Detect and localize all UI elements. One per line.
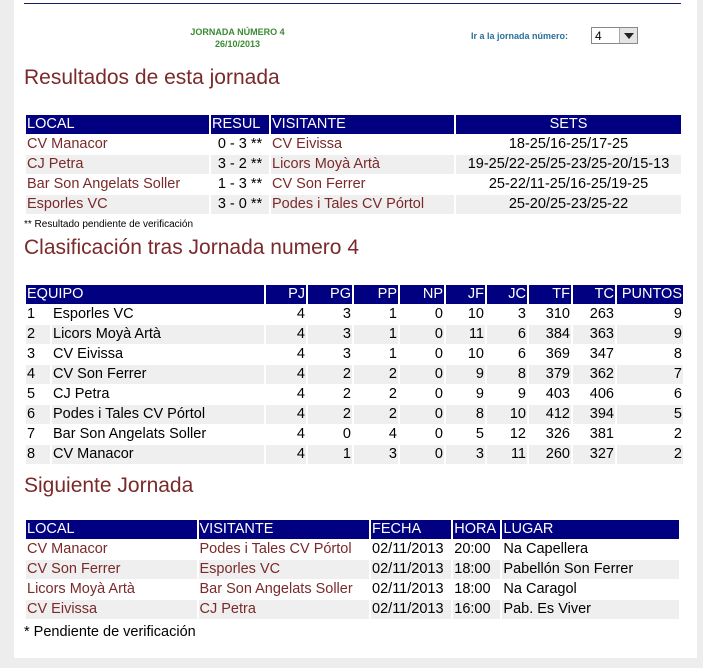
- standings-jc: 6: [487, 325, 527, 344]
- standings-pj: 4: [296, 386, 305, 402]
- standings-points: 2: [617, 445, 683, 464]
- results-visitor-team-link[interactable]: Podes i Tales CV Pórtol: [271, 195, 454, 214]
- results-score: 3 - 2 **: [211, 155, 269, 174]
- table-row: [26, 560, 679, 579]
- next-col-date: FECHA: [371, 520, 451, 539]
- standings-jc: 9: [517, 386, 526, 402]
- standings-pj: 4: [266, 445, 306, 464]
- standings-pp: 1: [388, 346, 397, 362]
- results-local-team-link[interactable]: CV Manacor: [27, 136, 108, 152]
- standings-pj: 4: [266, 325, 306, 344]
- results-score: 0 - 3 **: [217, 136, 263, 152]
- table-row: [26, 445, 683, 464]
- standings-jf: 11: [446, 325, 485, 344]
- standings-pg: 2: [308, 365, 352, 384]
- next-local-team-link[interactable]: CV Eivissa: [26, 600, 197, 619]
- standings-pg: 3: [308, 325, 352, 344]
- results-title: Resultados de esta jornada: [24, 66, 280, 89]
- standings-jf: 10: [467, 346, 484, 362]
- next-place: Na Capellera: [503, 541, 589, 557]
- standings-tf: 326: [545, 426, 570, 442]
- standings-tf: 412: [529, 405, 571, 424]
- standings-pp: 3: [354, 445, 398, 464]
- standings-team: Esporles VC: [53, 306, 134, 322]
- standings-jc: 11: [487, 445, 527, 464]
- standings-tc: 406: [589, 386, 614, 402]
- next-date: 02/11/2013: [371, 560, 451, 579]
- standings-team: Licors Moyà Artà: [52, 325, 264, 344]
- standings-pg: 0: [342, 426, 351, 442]
- standings-np: 0: [400, 365, 444, 384]
- standings-pp: 4: [388, 426, 397, 442]
- table-row: [26, 365, 683, 384]
- next-local-team-link[interactable]: CV Manacor: [27, 541, 108, 557]
- next-round-title: Siguiente Jornada: [24, 474, 194, 497]
- results-footnote: ** Resultado pendiente de verificación: [24, 219, 193, 230]
- next-col-visitor: VISITANTE: [199, 520, 370, 539]
- standings-col-team: EQUIPO: [26, 285, 264, 304]
- table-row: [26, 305, 683, 324]
- standings-pg: 3: [342, 346, 351, 362]
- standings-tc: 363: [573, 325, 615, 344]
- table-row: [26, 135, 681, 154]
- standings-points: 9: [617, 325, 683, 344]
- standings-pg: 2: [342, 386, 351, 402]
- standings-col-tc: TC: [573, 285, 615, 304]
- standings-tf: 379: [529, 365, 571, 384]
- results-sets: 18-25/16-25/17-25: [508, 136, 629, 152]
- goto-jornada-value: 4: [595, 29, 602, 43]
- standings-col-points: PUNTOS: [617, 285, 683, 304]
- next-footnote: * Pendiente de verificación: [24, 624, 196, 640]
- standings-tc: 347: [589, 346, 614, 362]
- chevron-down-icon[interactable]: [619, 28, 637, 43]
- table-row: [26, 195, 681, 214]
- table-row: [26, 325, 683, 344]
- results-col-visitor: VISITANTE: [271, 115, 454, 134]
- results-col-local: LOCAL: [26, 115, 209, 134]
- results-col-sets: SETS: [456, 115, 681, 134]
- standings-jc: 8: [487, 365, 527, 384]
- standings-tc: 394: [573, 405, 615, 424]
- next-place: Pabellón Son Ferrer: [502, 560, 679, 579]
- standings-pg: 1: [308, 445, 352, 464]
- standings-jc: 3: [517, 306, 526, 322]
- next-visitor-team-link[interactable]: Esporles VC: [199, 560, 370, 579]
- results-header-row: [26, 115, 681, 134]
- results-table: [24, 114, 683, 215]
- table-row: [26, 405, 683, 424]
- standings-tc: 381: [589, 426, 614, 442]
- standings-points: 8: [673, 346, 682, 362]
- standings-points: 5: [617, 405, 683, 424]
- standings-jc: 6: [517, 346, 526, 362]
- standings-title: Clasificación tras Jornada numero 4: [24, 236, 359, 259]
- standings-team: CV Son Ferrer: [52, 365, 264, 384]
- standings-np: 0: [400, 325, 444, 344]
- standings-points: 2: [673, 426, 682, 442]
- standings-np: 0: [434, 306, 443, 322]
- results-local-team-link[interactable]: CJ Petra: [26, 155, 209, 174]
- standings-team: CV Eivissa: [53, 346, 124, 362]
- standings-col-tf: TF: [529, 285, 571, 304]
- standings-pj: 4: [266, 405, 306, 424]
- standings-col-pp: PP: [354, 285, 398, 304]
- results-col-result: RESUL: [211, 115, 269, 134]
- standings-team: Bar Son Angelats Soller: [53, 426, 207, 442]
- results-sets: 25-20/25-23/25-22: [456, 195, 681, 214]
- goto-jornada-label: Ir a la jornada número:: [471, 31, 569, 41]
- standings-jc: 10: [487, 405, 527, 424]
- standings-np: 0: [400, 445, 444, 464]
- standings-col-jf: JF: [446, 285, 485, 304]
- standings-np: 0: [400, 405, 444, 424]
- standings-pj: 4: [296, 426, 305, 442]
- standings-col-np: NP: [400, 285, 444, 304]
- standings-jf: 10: [467, 306, 484, 322]
- results-visitor-team-link[interactable]: Licors Moyà Artà: [271, 155, 454, 174]
- next-time: 16:00: [453, 600, 500, 619]
- table-row: [26, 345, 683, 364]
- standings-team: CJ Petra: [53, 386, 110, 402]
- goto-jornada-select[interactable]: [591, 27, 638, 44]
- table-row: [26, 155, 681, 174]
- standings-jf: 9: [475, 386, 484, 402]
- standings-jf: 9: [446, 365, 485, 384]
- next-place: Pab. Es Viver: [502, 600, 679, 619]
- standings-position: 4: [26, 365, 50, 384]
- next-local-team-link[interactable]: Licors Moyà Artà: [27, 581, 135, 597]
- next-visitor-team-link[interactable]: CJ Petra: [199, 600, 370, 619]
- next-time: 18:00: [454, 581, 491, 597]
- next-round-header-row: [26, 520, 679, 539]
- standings-pp: 2: [354, 365, 398, 384]
- table-row: [26, 385, 683, 404]
- standings-jf: 5: [475, 426, 484, 442]
- standings-position: 2: [26, 325, 50, 344]
- standings-team: CV Manacor: [52, 445, 264, 464]
- jornada-info: [165, 26, 310, 50]
- results-score: 1 - 3 **: [217, 176, 263, 192]
- next-visitor-team-link[interactable]: Podes i Tales CV Pórtol: [199, 541, 352, 557]
- standings-pj: 4: [296, 306, 305, 322]
- results-local-team-link[interactable]: Bar Son Angelats Soller: [27, 176, 181, 192]
- standings-jc: 12: [509, 426, 526, 442]
- next-col-local: LOCAL: [26, 520, 197, 539]
- standings-tc: 263: [589, 306, 614, 322]
- table-row: [26, 580, 679, 599]
- standings-pj: 4: [266, 365, 306, 384]
- table-row: [26, 175, 681, 194]
- standings-points: 6: [673, 386, 682, 402]
- standings-tf: 369: [545, 346, 570, 362]
- results-score: 3 - 0 **: [211, 195, 269, 214]
- standings-position: 1: [27, 306, 36, 322]
- standings-tf: 403: [545, 386, 570, 402]
- next-local-team-link[interactable]: CV Son Ferrer: [26, 560, 197, 579]
- top-divider: [24, 3, 681, 4]
- standings-pp: 1: [354, 325, 398, 344]
- next-date: 02/11/2013: [372, 581, 444, 597]
- standings-jf: 3: [446, 445, 485, 464]
- table-row: [26, 600, 679, 619]
- standings-np: 0: [434, 426, 443, 442]
- standings-pg: 2: [308, 405, 352, 424]
- standings-team: Podes i Tales CV Pórtol: [52, 405, 264, 424]
- table-row: [26, 425, 683, 444]
- next-col-time: HORA: [453, 520, 500, 539]
- standings-col-jc: JC: [487, 285, 527, 304]
- standings-tf: 384: [529, 325, 571, 344]
- standings-points: 9: [673, 306, 682, 322]
- standings-position: 3: [27, 346, 36, 362]
- results-sets: 25-22/11-25/16-25/19-25: [488, 176, 649, 192]
- next-place: Na Caragol: [503, 581, 577, 597]
- standings-jf: 8: [446, 405, 485, 424]
- next-time: 20:00: [454, 541, 491, 557]
- standings-tf: 310: [545, 306, 570, 322]
- standings-tc: 362: [573, 365, 615, 384]
- standings-pp: 2: [354, 405, 398, 424]
- standings-table: [24, 284, 685, 465]
- results-sets: 19-25/22-25/25-23/25-20/15-13: [456, 155, 681, 174]
- standings-col-pg: PG: [308, 285, 352, 304]
- standings-pp: 1: [388, 306, 397, 322]
- standings-position: 8: [26, 445, 50, 464]
- next-date: 02/11/2013: [371, 600, 451, 619]
- standings-position: 7: [27, 426, 36, 442]
- next-time: 18:00: [453, 560, 500, 579]
- standings-position: 5: [27, 386, 36, 402]
- next-date: 02/11/2013: [372, 541, 444, 557]
- standings-tf: 260: [529, 445, 571, 464]
- standings-pg: 3: [342, 306, 351, 322]
- standings-pj: 4: [296, 346, 305, 362]
- next-visitor-team-link[interactable]: Bar Son Angelats Soller: [199, 581, 353, 597]
- results-local-team-link[interactable]: Esporles VC: [26, 195, 209, 214]
- standings-np: 0: [434, 346, 443, 362]
- standings-position: 6: [26, 405, 50, 424]
- standings-tc: 327: [573, 445, 615, 464]
- next-col-place: LUGAR: [502, 520, 679, 539]
- results-visitor-team-link[interactable]: CV Eivissa: [272, 136, 343, 152]
- jornada-title: JORNADA NÚMERO 4: [190, 27, 285, 37]
- standings-col-pj: PJ: [266, 285, 306, 304]
- table-row: [26, 540, 679, 559]
- standings-points: 7: [617, 365, 683, 384]
- results-visitor-team-link[interactable]: CV Son Ferrer: [272, 176, 366, 192]
- standings-np: 0: [434, 386, 443, 402]
- jornada-date: 26/10/2013: [214, 39, 261, 49]
- standings-header-row: [26, 285, 683, 304]
- next-round-table: [24, 519, 681, 620]
- standings-pp: 2: [388, 386, 397, 402]
